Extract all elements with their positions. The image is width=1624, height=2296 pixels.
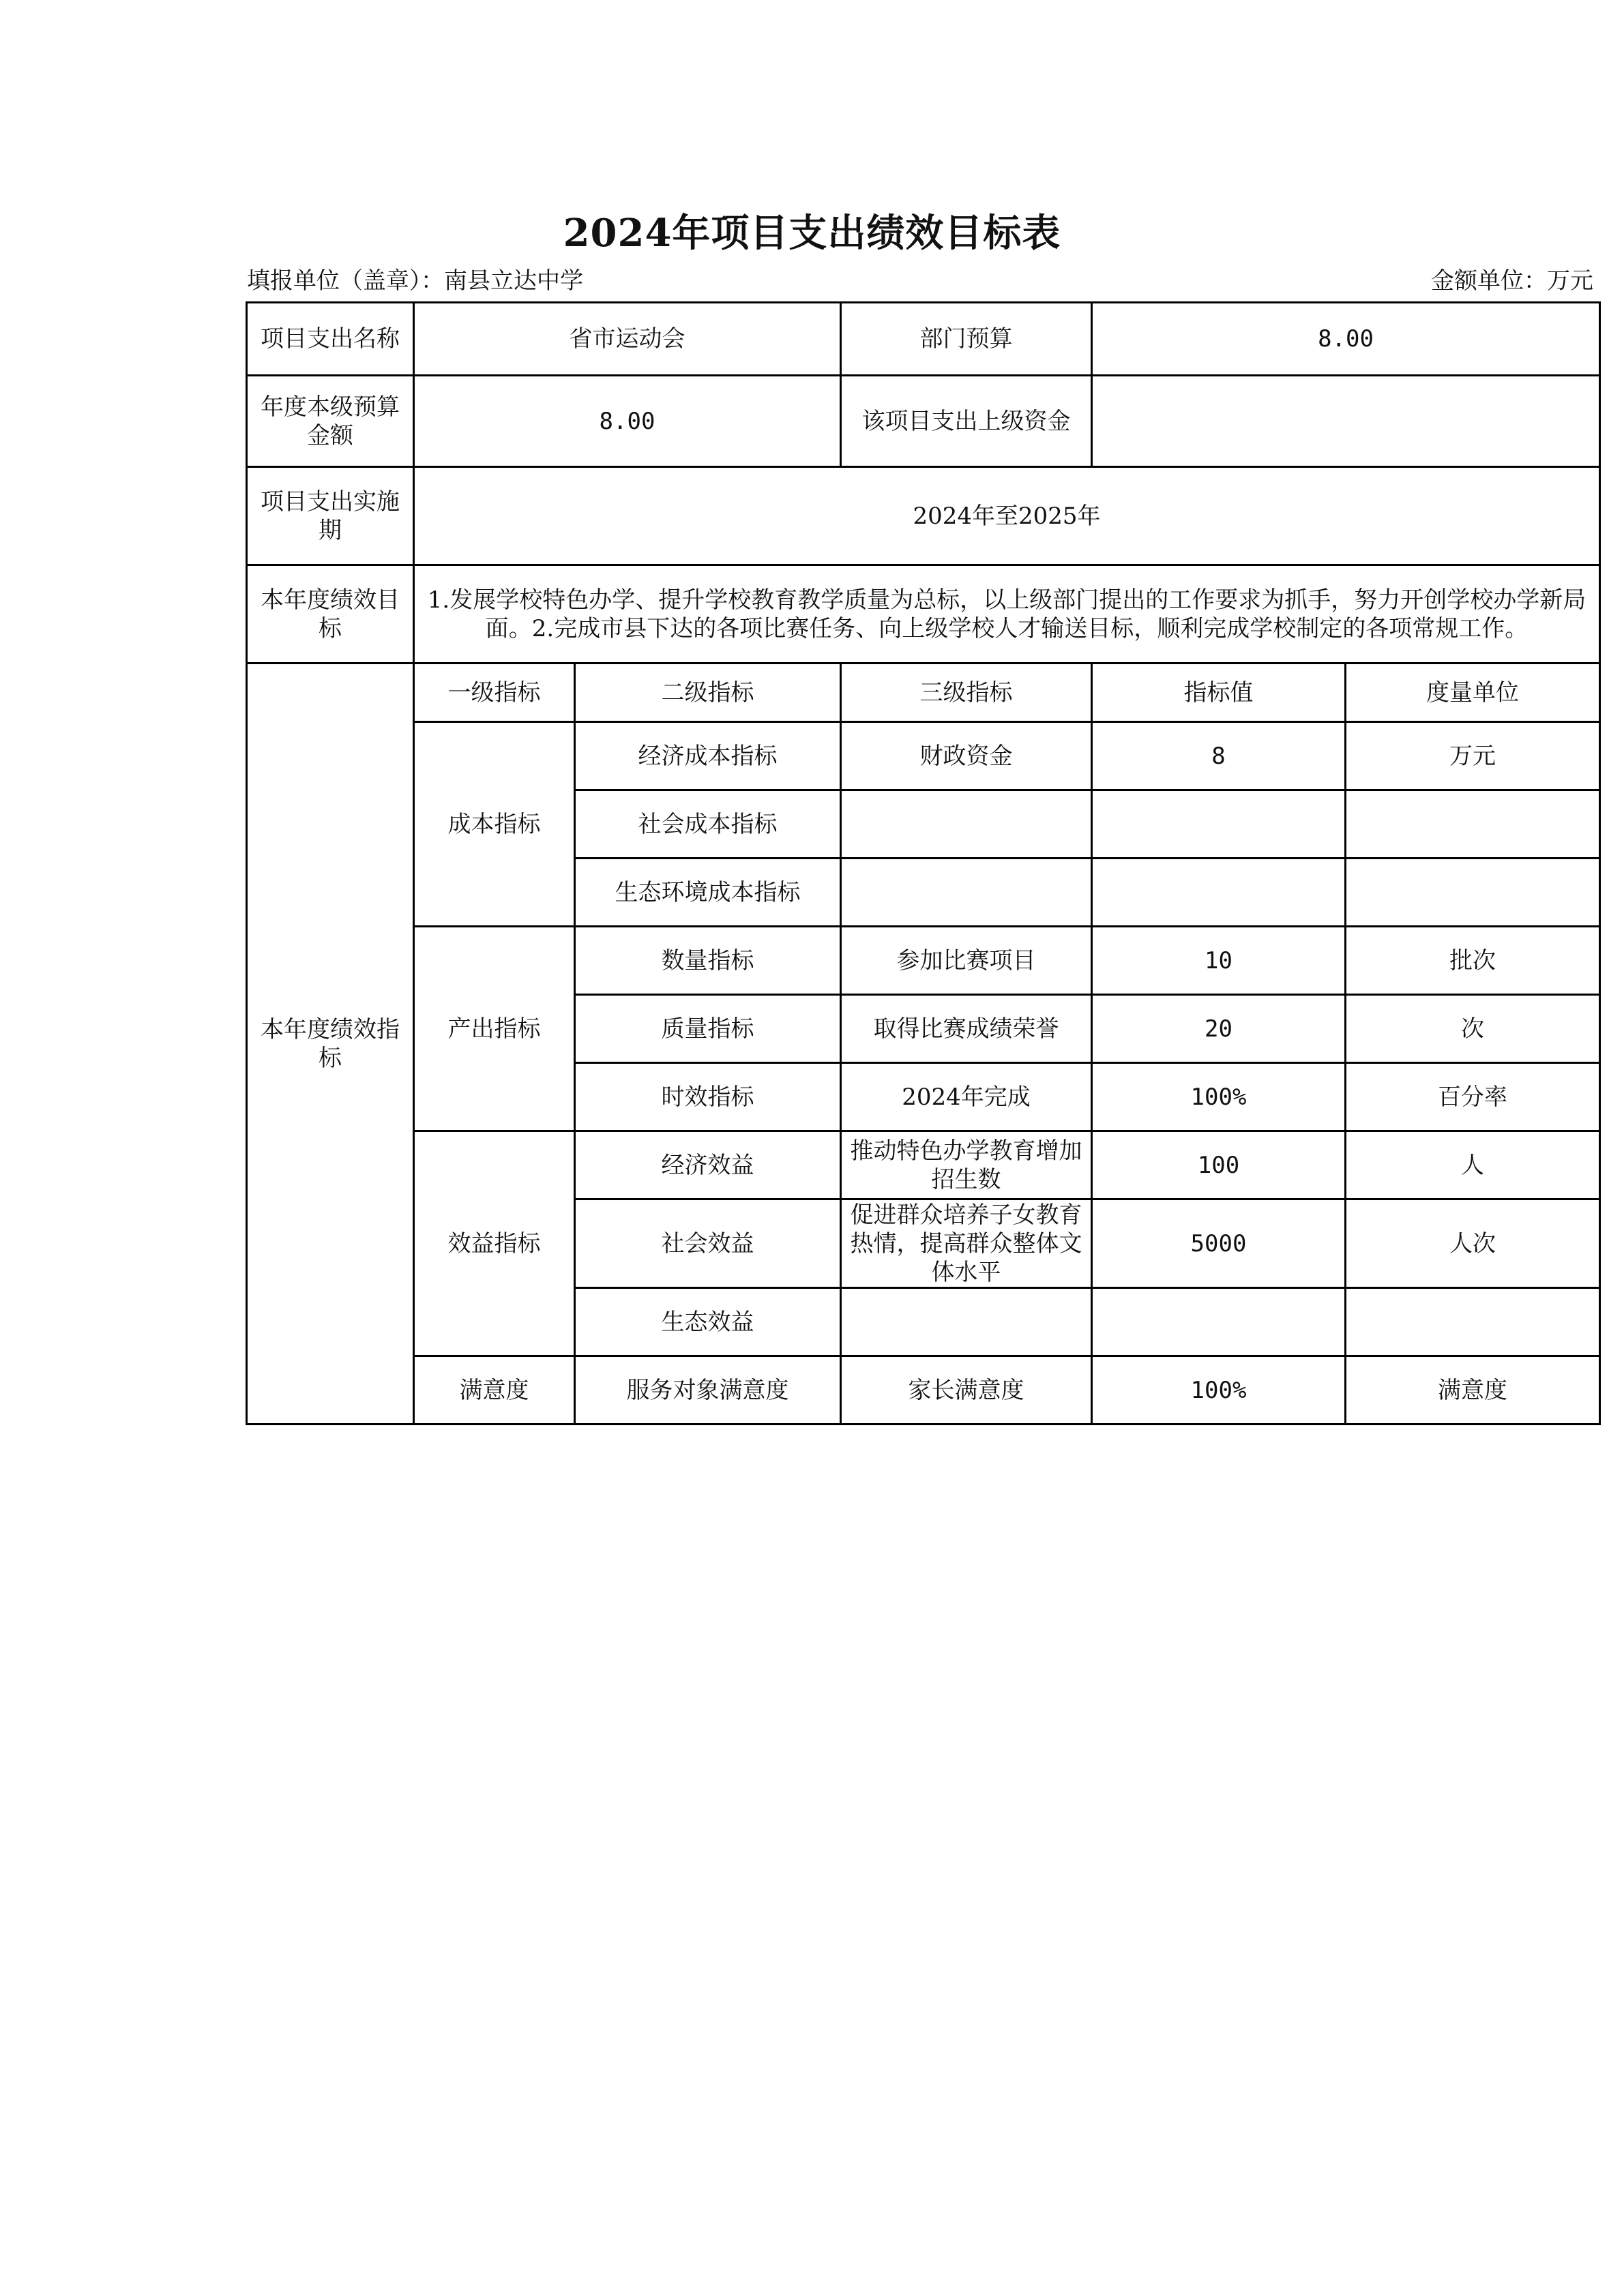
goal-label: 本年度绩效目标 [247, 565, 414, 664]
value-cell [1092, 859, 1346, 927]
table-row [247, 303, 1600, 376]
annual-budget-value: 8.00 [414, 376, 841, 467]
level2-cell: 社会效益 [575, 1199, 841, 1288]
level3-cell: 推动特色办学教育增加招生数 [841, 1131, 1092, 1199]
level2-cell: 生态环境成本指标 [575, 859, 841, 927]
table-row [247, 1131, 1600, 1199]
level1-cell: 效益指标 [414, 1131, 575, 1356]
value-cell: 100 [1092, 1131, 1346, 1199]
level3-cell: 参加比赛项目 [841, 927, 1092, 995]
dept-budget-label: 部门预算 [841, 303, 1092, 376]
header-level3: 三级指标 [841, 664, 1092, 722]
table-row [247, 467, 1600, 565]
performance-table [246, 301, 1601, 1425]
header-unit: 度量单位 [1346, 664, 1600, 722]
upper-fund-label: 该项目支出上级资金 [841, 376, 1092, 467]
level2-cell: 生态效益 [575, 1288, 841, 1356]
header-level2: 二级指标 [575, 664, 841, 722]
value-cell: 20 [1092, 995, 1346, 1063]
table-row [247, 722, 1600, 790]
value-cell: 8 [1092, 722, 1346, 790]
upper-fund-value [1092, 376, 1600, 467]
level1-cell: 满意度 [414, 1356, 575, 1425]
level3-cell: 财政资金 [841, 722, 1092, 790]
unit-cell: 百分率 [1346, 1063, 1600, 1131]
level2-cell: 社会成本指标 [575, 790, 841, 859]
project-name-value: 省市运动会 [414, 303, 841, 376]
value-cell [1092, 1288, 1346, 1356]
dept-budget-value: 8.00 [1092, 303, 1600, 376]
unit-cell: 次 [1346, 995, 1600, 1063]
level2-cell: 质量指标 [575, 995, 841, 1063]
unit-cell [1346, 859, 1600, 927]
header-level1: 一级指标 [414, 664, 575, 722]
period-label: 项目支出实施期 [247, 467, 414, 565]
header-value: 指标值 [1092, 664, 1346, 722]
table-row [247, 376, 1600, 467]
level3-cell: 2024年完成 [841, 1063, 1092, 1131]
amount-unit: 金额单位：万元 [1431, 267, 1593, 295]
level3-cell [841, 1288, 1092, 1356]
unit-cell: 人 [1346, 1131, 1600, 1199]
level1-cell: 成本指标 [414, 722, 575, 927]
level2-cell: 经济效益 [575, 1131, 841, 1199]
project-name-label: 项目支出名称 [247, 303, 414, 376]
level2-cell: 数量指标 [575, 927, 841, 995]
filler-unit: 填报单位（盖章）：南县立达中学 [247, 267, 583, 295]
table-row [247, 664, 1600, 722]
unit-cell [1346, 1288, 1600, 1356]
level1-cell: 产出指标 [414, 927, 575, 1131]
table-row [247, 565, 1600, 664]
value-cell: 100% [1092, 1063, 1346, 1131]
unit-cell [1346, 790, 1600, 859]
value-cell: 10 [1092, 927, 1346, 995]
unit-cell: 批次 [1346, 927, 1600, 995]
value-cell: 100% [1092, 1356, 1346, 1425]
indicator-section-label: 本年度绩效指标 [247, 664, 414, 1425]
table-row [247, 1356, 1600, 1425]
level3-cell [841, 790, 1092, 859]
unit-cell: 人次 [1346, 1199, 1600, 1288]
table-row [247, 927, 1600, 995]
page-title: 2024年项目支出绩效目标表 [563, 211, 1061, 256]
period-value: 2024年至2025年 [414, 467, 1600, 565]
unit-cell: 万元 [1346, 722, 1600, 790]
level3-cell: 取得比赛成绩荣誉 [841, 995, 1092, 1063]
level3-cell: 家长满意度 [841, 1356, 1092, 1425]
annual-budget-label: 年度本级预算金额 [247, 376, 414, 467]
value-cell [1092, 790, 1346, 859]
level2-cell: 经济成本指标 [575, 722, 841, 790]
level2-cell: 时效指标 [575, 1063, 841, 1131]
level3-cell: 促进群众培养子女教育热情，提高群众整体文体水平 [841, 1199, 1092, 1288]
level3-cell [841, 859, 1092, 927]
value-cell: 5000 [1092, 1199, 1346, 1288]
level2-cell: 服务对象满意度 [575, 1356, 841, 1425]
goal-value: 1.发展学校特色办学、提升学校教育教学质量为总标，以上级部门提出的工作要求为抓手，努力开创学校办学新局面。2.完成市县下达的各项比赛任务、向上级学校人才输送目标，顺利完成学校制定的各项常规工作。 [414, 565, 1600, 664]
unit-cell: 满意度 [1346, 1356, 1600, 1425]
